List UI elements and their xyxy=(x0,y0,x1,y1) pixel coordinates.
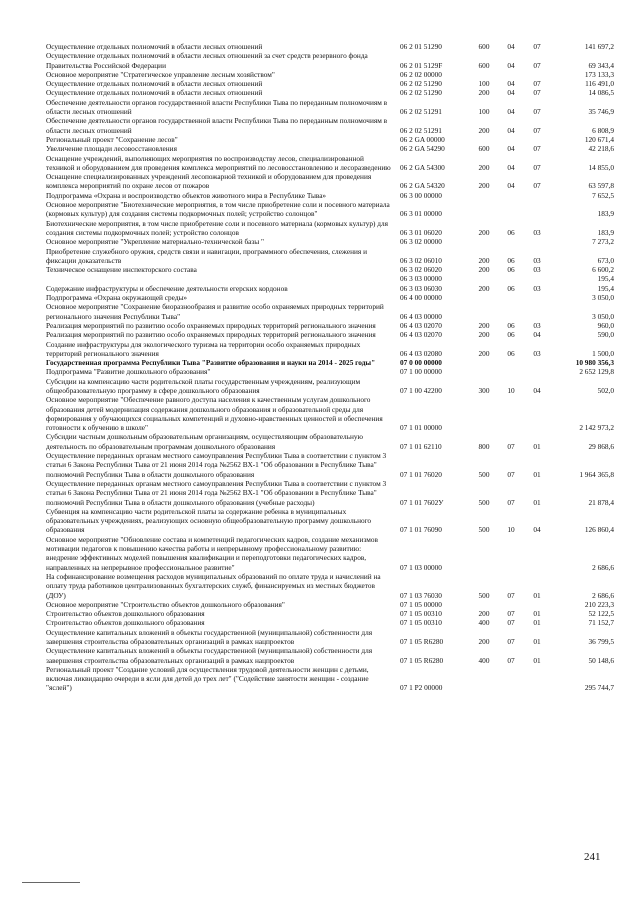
row-subsection xyxy=(524,302,550,321)
row-code: 07 1 05 R6280 xyxy=(400,637,444,646)
row-code: 06 2 GA 54290 xyxy=(400,144,445,154)
row-expense-type xyxy=(470,191,498,200)
table-row xyxy=(46,367,614,376)
row-subsection xyxy=(524,535,550,572)
row-amount: 35 746,9 xyxy=(588,107,614,117)
row-section xyxy=(498,395,524,432)
row-section: 06 xyxy=(507,348,515,358)
row-amount: 1 964 365,8 xyxy=(579,469,614,479)
row-name: Строительство объектов дошкольного образования xyxy=(46,618,205,628)
row-section: 06 xyxy=(507,265,515,275)
row-amount: 6 600,2 xyxy=(592,265,614,275)
row-section: 07 xyxy=(507,609,515,619)
row-subsection: 03 xyxy=(533,265,541,275)
row-subsection: 07 xyxy=(533,144,541,154)
row-expense-type xyxy=(470,367,498,376)
row-amount: 7 273,2 xyxy=(592,237,614,247)
row-amount: 21 878,4 xyxy=(588,497,614,507)
row-name: Основное мероприятие "Сохранение биоразнообразия и развитие особо охраняемых природных территорий регионального значения Республики Тыва" xyxy=(46,302,384,321)
row-expense-type: 200 xyxy=(478,255,490,265)
row-amount: 141 697,2 xyxy=(584,42,614,51)
row-amount: 195,4 xyxy=(597,283,614,293)
row-subsection: 04 xyxy=(533,330,541,340)
row-expense-type xyxy=(470,70,498,79)
table-row xyxy=(46,79,614,88)
row-code: 06 3 03 06030 xyxy=(400,283,442,293)
row-amount: 14 855,0 xyxy=(588,162,614,172)
row-section xyxy=(498,70,524,79)
row-section: 04 xyxy=(507,42,515,51)
row-expense-type xyxy=(470,302,498,321)
row-section: 04 xyxy=(507,107,515,117)
row-subsection: 03 xyxy=(533,255,541,265)
row-amount: 116 491,0 xyxy=(585,79,614,89)
row-code: 07 1 03 76030 xyxy=(400,590,442,600)
row-subsection: 03 xyxy=(533,348,541,358)
row-subsection: 04 xyxy=(533,525,541,535)
budget-table xyxy=(46,42,614,693)
row-expense-type: 500 xyxy=(478,590,490,600)
row-subsection: 03 xyxy=(533,227,541,237)
row-expense-type: 200 xyxy=(478,348,490,358)
row-expense-type xyxy=(470,293,498,302)
row-subsection: 07 xyxy=(533,60,541,70)
row-name: Подпрограмма «Охрана окружающей среды» xyxy=(46,293,188,303)
row-section: 10 xyxy=(507,385,515,395)
row-name: Осуществление капитальных вложений в объекты государственной (муниципальной) собственности для завершения строительства образовательных организаций в рамках нацпроектов xyxy=(46,646,373,665)
table-row xyxy=(46,219,614,238)
row-expense-type: 600 xyxy=(478,42,490,51)
table-row xyxy=(46,274,614,283)
row-expense-type: 200 xyxy=(478,609,490,619)
row-expense-type xyxy=(470,135,498,144)
row-code: 07 1 01 76090 xyxy=(400,525,442,535)
row-subsection: 07 xyxy=(533,125,541,135)
row-subsection: 07 xyxy=(533,88,541,98)
table-row xyxy=(46,600,614,609)
row-section: 06 xyxy=(507,330,515,340)
page-number: 241 xyxy=(584,851,601,863)
row-code: 06 2 02 51291 xyxy=(400,107,442,117)
table-row xyxy=(46,98,614,117)
row-amount: 10 980 356,3 xyxy=(575,358,614,368)
row-section xyxy=(498,358,524,367)
row-code: 06 2 GA 54320 xyxy=(400,181,445,191)
table-row xyxy=(46,377,614,396)
row-name: Основное мероприятие "Строительство объектов дошкольного образования" xyxy=(46,599,285,609)
table-row xyxy=(46,154,614,173)
table-row xyxy=(46,665,614,693)
row-subsection xyxy=(524,135,550,144)
row-code: 06 3 02 06010 xyxy=(400,255,442,265)
row-amount: 6 808,9 xyxy=(592,125,614,135)
row-name: Субвенция на компенсацию части родительской платы за содержание ребенка в муниципальных образовательных учреждениях, реализующих основную общеобразовательную программу дошкольного образования xyxy=(46,506,372,535)
row-code: 07 1 P2 00000 xyxy=(400,683,443,693)
table-row xyxy=(46,302,614,321)
row-code: 07 1 01 76020 xyxy=(400,469,442,479)
budget-table-body xyxy=(46,42,614,693)
footer-rule xyxy=(22,882,80,883)
row-expense-type xyxy=(470,274,498,283)
row-amount: 173 133,3 xyxy=(584,69,614,79)
row-name: Осуществление отдельных полномочий в области лесных отношений за счет средств резервного фонда Правительства Российской Федерации xyxy=(46,51,368,70)
row-expense-type: 200 xyxy=(478,320,490,330)
row-expense-type xyxy=(470,395,498,432)
row-section xyxy=(498,665,524,693)
row-subsection xyxy=(524,274,550,283)
row-amount: 1 500,0 xyxy=(592,348,614,358)
row-code: 06 3 02 06020 xyxy=(400,265,442,275)
row-code: 06 3 02 00000 xyxy=(400,237,442,247)
row-section: 06 xyxy=(507,320,515,330)
row-expense-type: 200 xyxy=(478,162,490,172)
row-name xyxy=(46,274,400,283)
row-amount: 29 868,6 xyxy=(588,441,614,451)
row-subsection xyxy=(524,358,550,367)
row-name: Региональный проект "Сохранение лесов" xyxy=(46,134,178,144)
row-subsection xyxy=(524,191,550,200)
row-amount: 42 218,6 xyxy=(588,144,614,154)
row-name: Осуществление переданных органам местного самоуправления Республики Тыва в соответствии с пунктом 3 статьи 6 Закона Республики Тыва от 21 июня 2014 года №2562 ВХ-1 "Об образовании в Республике Тыва" полномочий Республики Тыва в области дошкольного образования (учебные расходы) xyxy=(46,478,387,507)
row-code: 06 2 02 00000 xyxy=(400,69,442,79)
row-name: Государственная программа Республики Тыва "Развитие образования и науки на 2014 - 2025 годы" xyxy=(46,358,376,368)
row-name: Региональный проект "Создание условий для осуществления трудовой деятельности женщин с детьми, включая ликвидацию очереди в ясли для детей до трех лет" ("Содействие занятости женщин - создание "яслей") xyxy=(46,664,369,693)
row-name: Создание инфраструктуры для экологического туризма на территории особо охраняемых природных территорий регионального значения xyxy=(46,339,361,358)
row-amount: 14 086,5 xyxy=(588,88,614,98)
row-name: Основное мероприятие "Биотехнические мероприятия, в том числе приобретение соли и посевного материала (кормовых культур) для создания системы подкормочных полей; устройство солонцов" xyxy=(46,200,390,219)
row-section: 07 xyxy=(507,655,515,665)
row-name: Осуществление капитальных вложений в объекты государственной (муниципальной) собственности для завершения строительства образовательных организаций в рамках нацпроектов xyxy=(46,627,373,646)
row-subsection xyxy=(524,367,550,376)
row-name: Осуществление отдельных полномочий в области лесных отношений xyxy=(46,88,263,98)
row-amount: 3 050,0 xyxy=(592,293,614,303)
row-amount: 960,0 xyxy=(597,320,614,330)
row-section: 06 xyxy=(507,227,515,237)
row-name: Основное мероприятие "Обеспечение равного доступа населения к качественным услугам дошкольного образования детей модернизация содержания дошкольного образования и образовательной среды для формирования у обучающихся социальных компетенций и духовно-нравственных ценностей и обеспечения готовности к обучению в школе" xyxy=(46,395,383,433)
table-row xyxy=(46,507,614,535)
table-row xyxy=(46,479,614,507)
row-amount: 590,0 xyxy=(597,330,614,340)
table-row xyxy=(46,116,614,135)
row-name: Реализация мероприятий по развитию особо охраняемых природных территорий регионального значения xyxy=(46,320,376,330)
row-expense-type: 600 xyxy=(478,60,490,70)
row-expense-type: 500 xyxy=(478,525,490,535)
row-expense-type: 500 xyxy=(478,469,490,479)
row-section: 04 xyxy=(507,125,515,135)
row-subsection: 07 xyxy=(533,162,541,172)
row-code: 07 0 00 00000 xyxy=(400,358,442,368)
row-section: 07 xyxy=(507,637,515,646)
row-code: 06 2 02 51291 xyxy=(400,125,442,135)
row-subsection xyxy=(524,600,550,609)
row-code: 06 4 03 02080 xyxy=(400,348,442,358)
row-code: 07 1 05 R6280 xyxy=(400,655,444,665)
row-code: 06 3 01 06020 xyxy=(400,227,442,237)
row-subsection: 01 xyxy=(533,590,541,600)
row-name: Биотехнические мероприятия, в том числе приобретение соли и посевного материала (кормовых культур) для создания системы подкормочных полей; устройство солонцов xyxy=(46,218,388,237)
row-code: 06 3 00 00000 xyxy=(400,190,442,200)
row-amount: 126 860,4 xyxy=(584,525,614,535)
row-amount: 120 671,4 xyxy=(584,134,614,144)
row-expense-type: 500 xyxy=(478,497,490,507)
table-row xyxy=(46,88,614,97)
row-amount: 2 652 129,8 xyxy=(579,367,614,377)
row-code: 06 2 GA 00000 xyxy=(400,134,445,144)
row-subsection: 07 xyxy=(533,42,541,51)
row-section: 04 xyxy=(507,60,515,70)
row-subsection: 03 xyxy=(533,283,541,293)
row-expense-type xyxy=(470,665,498,693)
table-row xyxy=(46,618,614,627)
row-name: Основное мероприятие "Обновление состава и компетенций педагогических кадров, создание механизмов мотивации педагогов к повышению качества работы и непрерывному профессиональному развитию: внедрение эффективных моделей повышения квалификации и переподготовки педагогических кадров, направленных на непрерывное профессиональное развитие" xyxy=(46,534,378,572)
row-amount: 210 223,3 xyxy=(584,599,614,609)
row-name: Осуществление переданных органам местного самоуправления Республики Тыва в соответствии с пунктом 3 статьи 6 Закона Республики Тыва от 21 июня 2014 года №2562 ВХ-1 "Об образовании в Республике Тыва" полномочий Республики Тыва в области дошкольного образования xyxy=(46,451,387,479)
row-code: 06 4 03 02070 xyxy=(400,330,442,340)
table-row xyxy=(46,265,614,274)
row-code: 07 1 00 00000 xyxy=(400,367,442,377)
row-subsection: 01 xyxy=(533,469,541,479)
table-row xyxy=(46,284,614,293)
row-amount: 7 652,5 xyxy=(592,190,614,200)
row-subsection xyxy=(524,200,550,219)
row-amount: 673,0 xyxy=(597,255,614,265)
row-amount: 69 343,4 xyxy=(588,60,614,70)
row-section xyxy=(498,135,524,144)
table-row xyxy=(46,321,614,330)
row-name: Основное мероприятие "Укрепление материально-технической базы " xyxy=(46,237,264,247)
row-subsection: 01 xyxy=(533,618,541,628)
table-row xyxy=(46,247,614,266)
row-name: На софинансирование возмещения расходов муниципальных образований по оплате труда и начислений на оплату труда работников централизованных бухгалтерских служб, финансируемых из местных бюджетов (ДОУ) xyxy=(46,571,381,600)
row-expense-type: 100 xyxy=(478,79,490,89)
table-row xyxy=(46,144,614,153)
row-expense-type: 200 xyxy=(478,181,490,191)
row-name: Техническое оснащение инспекторского состава xyxy=(46,265,197,275)
row-section xyxy=(498,600,524,609)
row-subsection xyxy=(524,237,550,246)
table-row xyxy=(46,70,614,79)
row-subsection xyxy=(524,395,550,432)
row-amount: 295 744,7 xyxy=(584,683,614,693)
row-subsection: 01 xyxy=(533,497,541,507)
table-row xyxy=(46,135,614,144)
row-section xyxy=(498,191,524,200)
row-expense-type: 800 xyxy=(478,441,490,451)
row-expense-type: 600 xyxy=(478,144,490,154)
row-expense-type: 200 xyxy=(478,125,490,135)
row-amount: 71 152,7 xyxy=(588,618,614,628)
row-section xyxy=(498,237,524,246)
row-amount: 2 142 973,2 xyxy=(579,423,614,433)
row-subsection xyxy=(524,665,550,693)
table-row xyxy=(46,358,614,367)
row-code: 06 4 03 02070 xyxy=(400,320,442,330)
row-section: 04 xyxy=(507,181,515,191)
row-code: 06 4 00 00000 xyxy=(400,293,442,303)
row-section: 04 xyxy=(507,144,515,154)
row-subsection: 01 xyxy=(533,655,541,665)
row-code: 06 2 02 51290 xyxy=(400,79,442,89)
table-row xyxy=(46,451,614,479)
row-name: Реализация мероприятий по развитию особо охраняемых природных территорий регионального значения xyxy=(46,330,376,340)
row-section xyxy=(498,274,524,283)
budget-table-page xyxy=(46,42,614,693)
table-row xyxy=(46,432,614,451)
row-code: 07 1 01 62110 xyxy=(400,441,442,451)
row-name: Обеспечение деятельности органов государственной власти Республики Тыва по переданным полномочиям в области лесных отношений xyxy=(46,97,388,117)
row-section: 07 xyxy=(507,618,515,628)
row-subsection: 04 xyxy=(533,385,541,395)
row-expense-type xyxy=(470,600,498,609)
row-expense-type: 200 xyxy=(478,88,490,98)
row-subsection: 03 xyxy=(533,320,541,330)
row-expense-type: 200 xyxy=(478,330,490,340)
row-amount: 195,4 xyxy=(597,274,614,284)
row-name: Строительство объектов дошкольного образования xyxy=(46,609,205,619)
row-subsection: 07 xyxy=(533,79,541,89)
row-expense-type xyxy=(470,358,498,367)
table-row xyxy=(46,609,614,618)
row-section xyxy=(498,293,524,302)
row-subsection xyxy=(524,293,550,302)
row-name: Оснащение учреждений, выполняющих мероприятия по воспроизводству лесов, специализированной техникой и оборудованием для проведения комплекса мероприятий по лесовосстановлению и лесоразведению xyxy=(46,153,391,172)
row-section: 07 xyxy=(507,497,515,507)
row-section xyxy=(498,200,524,219)
table-row xyxy=(46,646,614,665)
row-expense-type: 100 xyxy=(478,107,490,117)
row-code: 06 2 01 5129F xyxy=(400,60,443,70)
row-code: 06 3 01 00000 xyxy=(400,209,442,219)
row-name: Осуществление отдельных полномочий в области лесных отношений xyxy=(46,79,263,89)
row-section: 06 xyxy=(507,283,515,293)
row-name: Оснащение специализированных учреждений лесопожарной техникой и оборудованием для проведения комплекса мероприятий по охране лесов от пожаров xyxy=(46,172,372,191)
row-expense-type: 200 xyxy=(478,637,490,646)
row-section: 04 xyxy=(507,79,515,89)
row-code: 07 1 05 00310 xyxy=(400,618,442,628)
row-subsection: 01 xyxy=(533,441,541,451)
row-code: 07 1 01 00000 xyxy=(400,423,442,433)
table-row xyxy=(46,572,614,600)
row-section: 04 xyxy=(507,88,515,98)
table-row xyxy=(46,51,614,70)
table-row xyxy=(46,535,614,572)
table-row xyxy=(46,395,614,432)
row-amount: 502,0 xyxy=(597,385,614,395)
row-section: 04 xyxy=(507,162,515,172)
row-code: 06 2 02 51290 xyxy=(400,88,442,98)
row-expense-type: 200 xyxy=(478,227,490,237)
row-subsection: 07 xyxy=(533,181,541,191)
row-code: 07 1 00 42200 xyxy=(400,385,442,395)
row-code: 06 2 GA 54300 xyxy=(400,162,445,172)
row-section: 06 xyxy=(507,255,515,265)
row-code: 06 4 03 00000 xyxy=(400,311,442,321)
row-name: Содержание инфраструктуры и обеспечение деятельности егерских кордонов xyxy=(46,283,288,293)
row-subsection: 01 xyxy=(533,637,541,646)
row-code: 06 3 03 00000 xyxy=(400,274,442,284)
row-expense-type: 400 xyxy=(478,618,490,628)
row-expense-type xyxy=(470,200,498,219)
row-name: Субсидии частным дошкольным образовательным организациям, осуществляющим образовательную деятельность по образовательным программам дошкольного образования xyxy=(46,432,364,451)
row-expense-type xyxy=(470,237,498,246)
row-name: Основное мероприятие "Стратегическое управление лесным хозяйством" xyxy=(46,69,275,79)
row-amount: 183,9 xyxy=(597,227,614,237)
row-name: Осуществление отдельных полномочий в области лесных отношений xyxy=(46,42,263,51)
table-row xyxy=(46,330,614,339)
row-section: 07 xyxy=(507,469,515,479)
row-expense-type xyxy=(470,535,498,572)
row-expense-type: 200 xyxy=(478,265,490,275)
row-amount: 50 148,6 xyxy=(588,655,614,665)
row-amount: 2 686,6 xyxy=(592,590,614,600)
row-amount: 3 050,0 xyxy=(592,311,614,321)
row-expense-type: 200 xyxy=(478,283,490,293)
row-amount: 36 799,5 xyxy=(588,637,614,646)
row-expense-type: 400 xyxy=(478,655,490,665)
row-name: Увеличение площади лесовосстановления xyxy=(46,144,177,154)
row-name: Субсидии на компенсацию части родительской платы государственным учреждениям, реализующим общеобразовательную программу в сфере дошкольного образования xyxy=(46,376,361,395)
table-row xyxy=(46,42,614,51)
row-code: 07 1 01 7602У xyxy=(400,497,444,507)
row-code: 07 1 05 00000 xyxy=(400,599,442,609)
table-row xyxy=(46,340,614,359)
row-name: Приобретение служебного оружия, средств связи и навигации, программного обеспечения, слежения и фиксации доказательств xyxy=(46,246,368,265)
row-code: 07 1 03 00000 xyxy=(400,562,442,572)
table-row xyxy=(46,237,614,246)
row-section xyxy=(498,302,524,321)
row-code: 06 2 01 51290 xyxy=(400,42,442,51)
row-amount: 63 597,8 xyxy=(588,181,614,191)
table-row xyxy=(46,293,614,302)
row-section: 07 xyxy=(507,590,515,600)
table-row xyxy=(46,191,614,200)
table-row xyxy=(46,628,614,647)
table-row xyxy=(46,172,614,191)
row-amount: 52 122,5 xyxy=(588,609,614,619)
row-name: Подпрограмма "Развитие дошкольного образования" xyxy=(46,367,211,377)
table-row xyxy=(46,200,614,219)
row-amount: 183,9 xyxy=(597,209,614,219)
row-section: 07 xyxy=(507,441,515,451)
row-expense-type: 300 xyxy=(478,385,490,395)
row-subsection xyxy=(524,70,550,79)
row-subsection: 07 xyxy=(533,107,541,117)
row-section: 10 xyxy=(507,525,515,535)
row-name: Подпрограмма «Охрана и воспроизводство объектов животного мира в Республике Тыва» xyxy=(46,190,327,200)
row-amount: 2 686,6 xyxy=(592,562,614,572)
row-section xyxy=(498,535,524,572)
row-subsection: 01 xyxy=(533,609,541,619)
row-code: 07 1 05 00310 xyxy=(400,609,442,619)
row-section xyxy=(498,367,524,376)
row-name: Обеспечение деятельности органов государственной власти Республики Тыва по переданным полномочиям в области лесных отношений xyxy=(46,116,388,135)
